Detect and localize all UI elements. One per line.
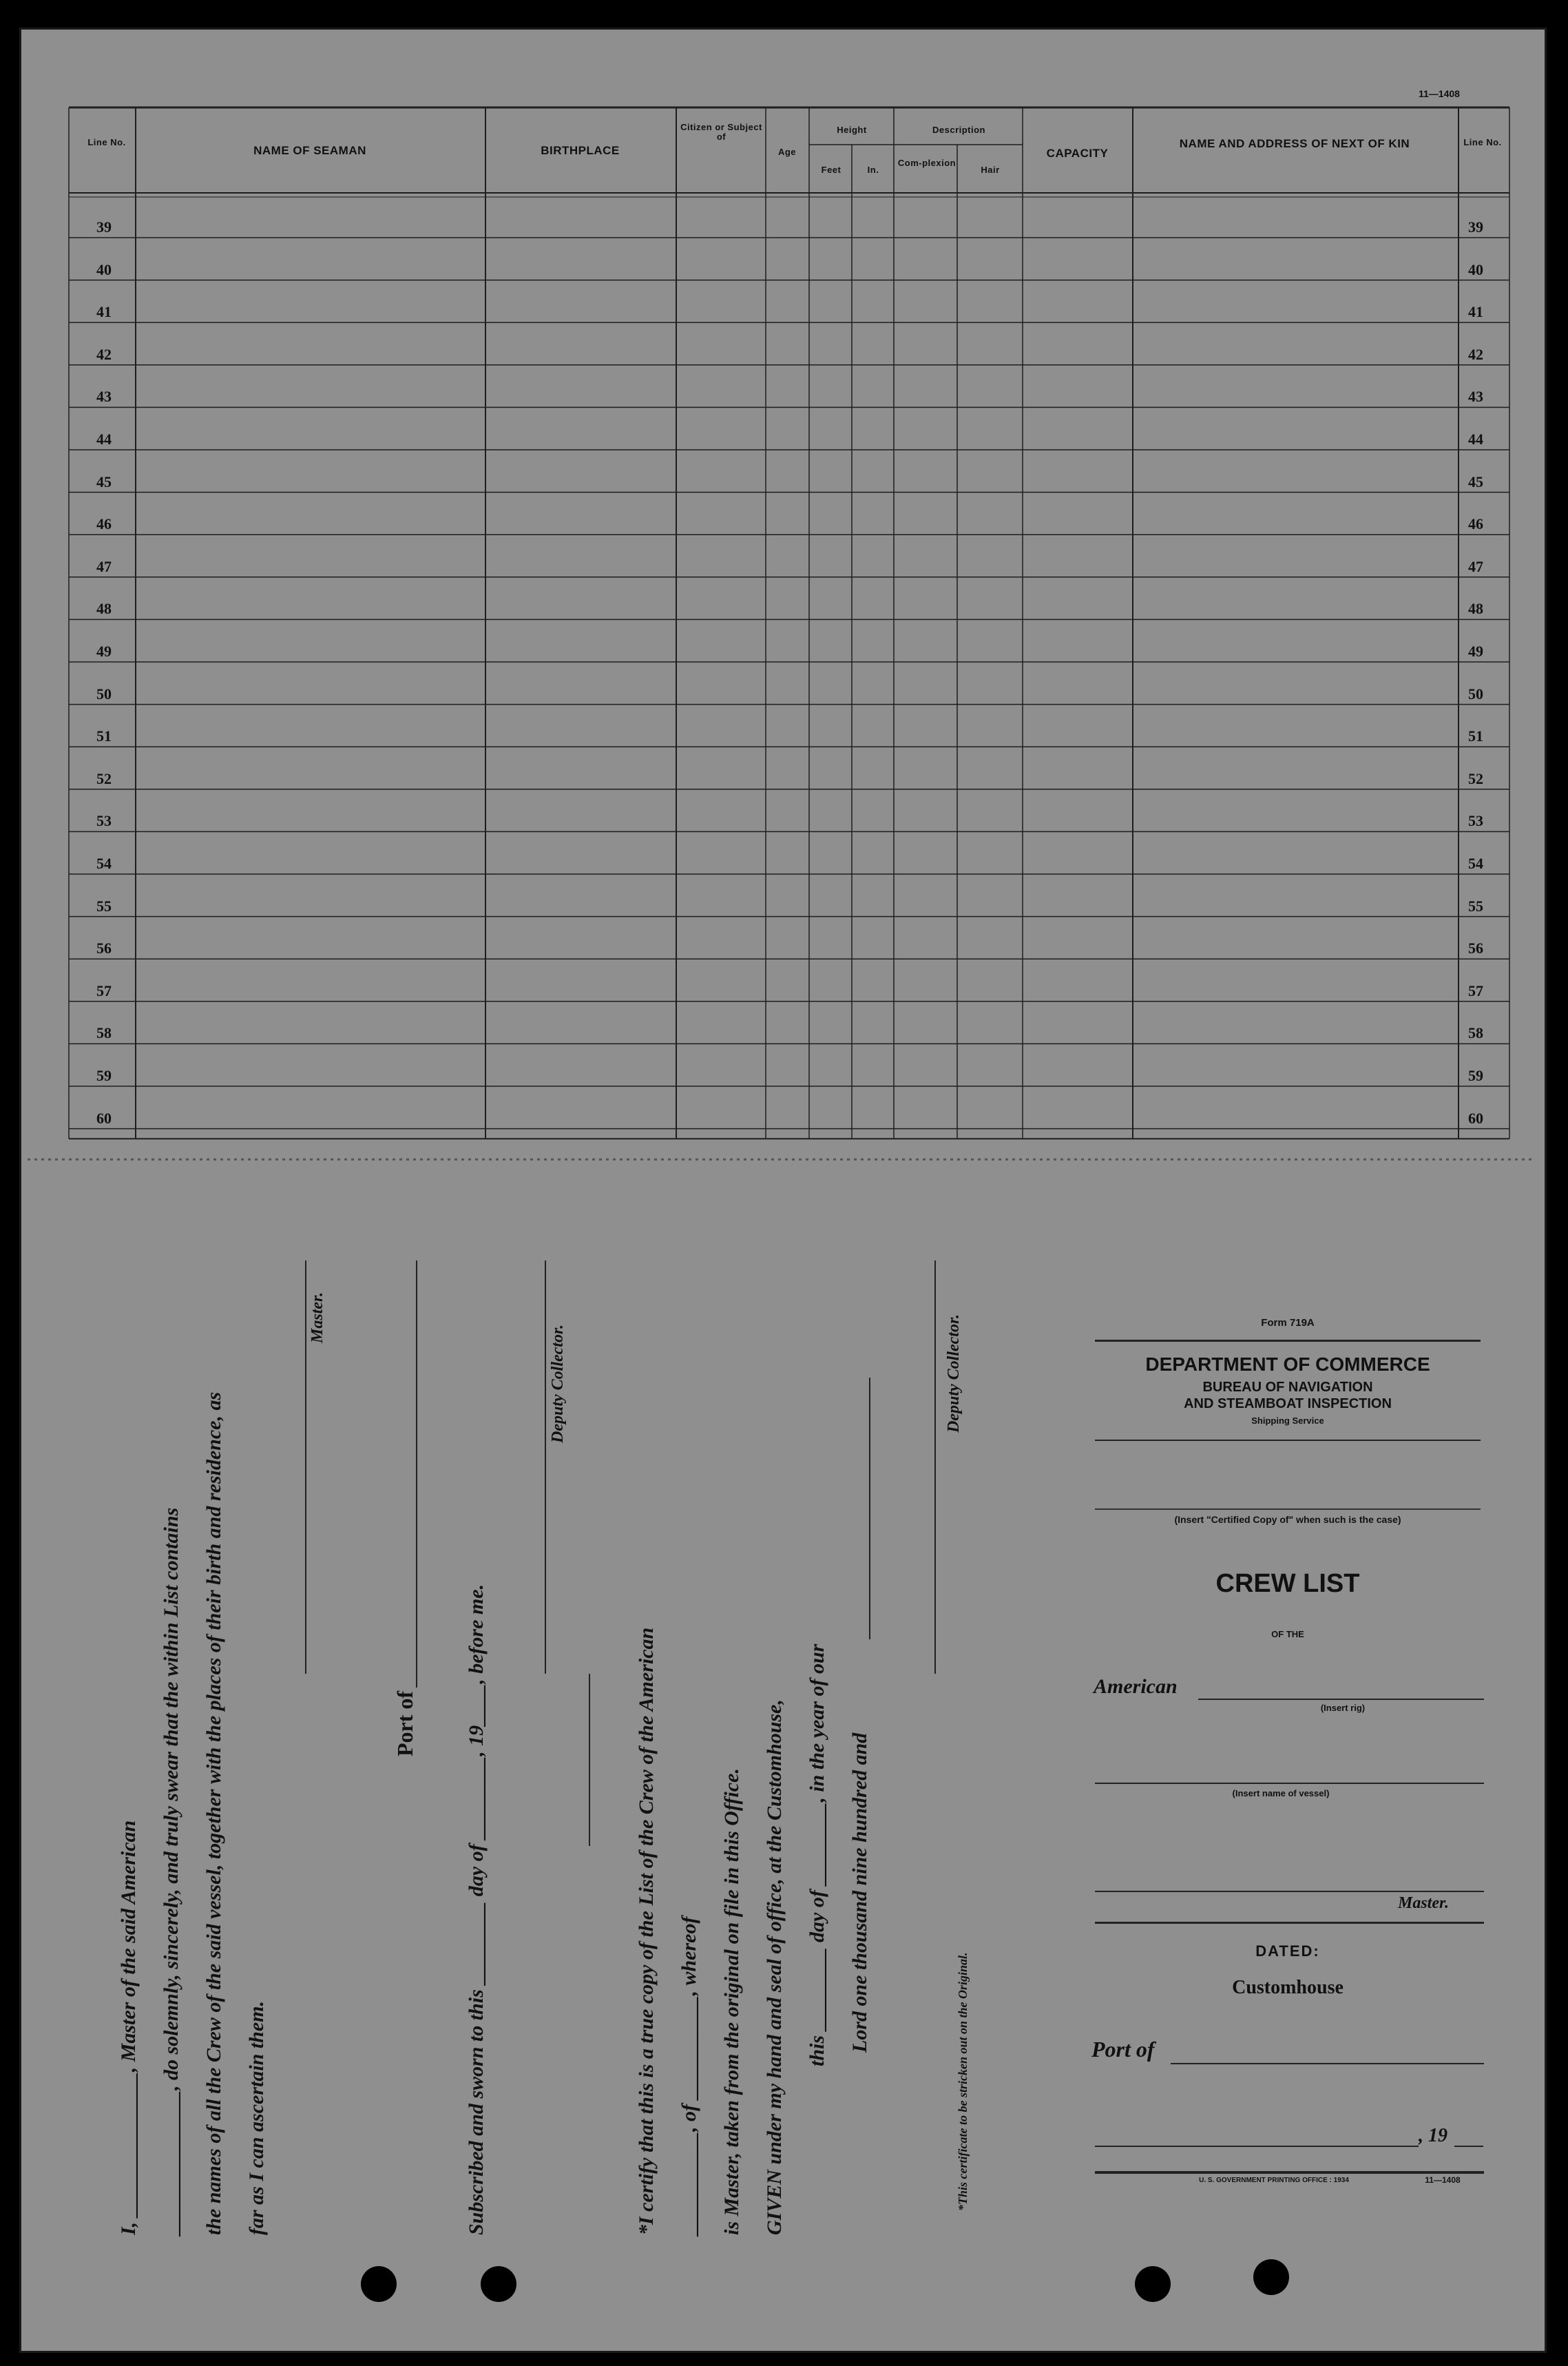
master-signature-label: Master. [309, 1291, 326, 1343]
header-name-of-seaman: NAME OF SEAMAN [253, 144, 366, 157]
back-bottom-rule [1095, 2171, 1484, 2174]
lord-nineteen-hundred: Lord one thousand nine hundred and [848, 1732, 871, 2053]
certify-copy: *I certify that this is a true copy of the List of the Crew of the American [635, 1627, 658, 2235]
header-height: Height [837, 125, 867, 135]
back-year: , 19 [1419, 2125, 1447, 2146]
row-number-right: 39 [1468, 218, 1483, 236]
master-signature-line [305, 1260, 306, 1674]
back-customhouse: Customhouse [1232, 1977, 1344, 1998]
row-number-left: 55 [96, 897, 112, 915]
header-hair: Hair [981, 165, 1000, 175]
oath-line-1: I, ______________, Master of the said American [117, 1820, 140, 2235]
row-number-left: 54 [96, 855, 112, 872]
row-number-right: 48 [1468, 600, 1483, 618]
row-number-left: 51 [96, 727, 112, 745]
year-line-back [1454, 2146, 1483, 2147]
row-number-left: 50 [96, 685, 112, 703]
row-number-left: 42 [96, 345, 112, 363]
back-rule-2 [1095, 1440, 1481, 1441]
row-number-right: 45 [1468, 473, 1483, 490]
header-complexion: Com-plexion [897, 158, 957, 168]
back-bureau-1: BUREAU OF NAVIGATION [1202, 1380, 1373, 1395]
header-citizen: Citizen or Subject of [680, 122, 762, 143]
row-number-right: 52 [1468, 769, 1483, 787]
row-number-right: 54 [1468, 855, 1483, 872]
row-number-right: 40 [1468, 260, 1483, 278]
header-description: Description [932, 125, 985, 135]
row-number-left: 44 [96, 430, 112, 448]
punch-hole [481, 2266, 516, 2302]
oath-line-2: ______________, do solemnly, sincerely, and truly swear that the within List contains [160, 1507, 182, 2235]
master-line-back [1095, 1891, 1484, 1892]
cert-copy-line [1095, 1508, 1481, 1510]
header-next-of-kin: NAME AND ADDRESS OF NEXT OF KIN [1179, 137, 1410, 150]
row-number-right: 53 [1468, 812, 1483, 830]
header-age: Age [777, 147, 797, 157]
back-form-number: Form 719A [1261, 1317, 1315, 1329]
row-number-right: 56 [1468, 940, 1483, 957]
row-number-left: 47 [96, 557, 112, 575]
header-birthplace: BIRTHPLACE [541, 144, 620, 157]
deputy-line-1 [545, 1260, 546, 1674]
row-number-left: 48 [96, 600, 112, 618]
row-number-left: 43 [96, 388, 112, 406]
back-top-rule [1095, 1340, 1481, 1342]
back-insert-vessel: (Insert name of vessel) [1232, 1788, 1330, 1798]
row-number-right: 51 [1468, 727, 1483, 745]
row-number-left: 58 [96, 1024, 112, 1042]
row-number-left: 60 [96, 1109, 112, 1127]
oath-line-4: far as I can ascertain them. [245, 2000, 268, 2235]
back-insert-rig: (Insert rig) [1320, 1703, 1366, 1713]
row-number-left: 53 [96, 812, 112, 830]
seal-line [589, 1674, 590, 1846]
back-master: Master. [1398, 1894, 1450, 1912]
back-title: CREW LIST [1215, 1569, 1360, 1598]
back-port-of: Port of [1091, 2037, 1155, 2062]
row-number-left: 40 [96, 260, 112, 278]
row-number-left: 45 [96, 473, 112, 490]
back-rule-3 [1095, 1922, 1484, 1924]
form-code-top: 11—1408 [1419, 88, 1460, 99]
row-number-left: 46 [96, 515, 112, 533]
vessel-line [1095, 1783, 1484, 1784]
back-printer: U. S. GOVERNMENT PRINTING OFFICE : 1934 [1199, 2177, 1349, 2184]
american-line [1198, 1699, 1484, 1700]
this-day-of: this ________ day of ________, in the year of our [806, 1643, 828, 2066]
date-line-back [1095, 2146, 1419, 2147]
back-form-code: 11—1408 [1425, 2175, 1461, 2185]
row-number-right: 59 [1468, 1067, 1483, 1084]
row-number-right: 41 [1468, 303, 1483, 321]
header-line-no-left: Line No. [87, 137, 126, 147]
back-service: Shipping Service [1251, 1415, 1324, 1426]
row-number-right: 57 [1468, 982, 1483, 999]
row-number-right: 60 [1468, 1109, 1483, 1127]
deputy-line-2 [934, 1260, 936, 1674]
row-number-right: 58 [1468, 1024, 1483, 1042]
master-taken: is Master, taken from the original on file in this Office. [720, 1768, 743, 2235]
row-number-right: 42 [1468, 345, 1483, 363]
back-american: American [1094, 1675, 1178, 1698]
row-number-left: 49 [96, 643, 112, 660]
row-number-left: 39 [96, 218, 112, 236]
row-number-left: 41 [96, 303, 112, 321]
header-capacity: CAPACITY [1046, 147, 1109, 160]
back-bureau-2: AND STEAMBOAT INSPECTION [1184, 1396, 1392, 1411]
back-department: DEPARTMENT OF COMMERCE [1145, 1353, 1430, 1375]
back-of-the: OF THE [1271, 1629, 1304, 1639]
subscribed-sworn: Subscribed and sworn to this ________ day of ________, 19____, before me. [465, 1584, 488, 2235]
header-feet: Feet [821, 165, 842, 175]
row-number-left: 56 [96, 940, 112, 957]
row-number-right: 43 [1468, 388, 1483, 406]
row-number-right: 55 [1468, 897, 1483, 915]
row-number-right: 44 [1468, 430, 1483, 448]
header-line-no-right: Line No. [1463, 137, 1502, 147]
header-inches: In. [867, 165, 879, 175]
row-number-left: 52 [96, 769, 112, 787]
back-insert-cert: (Insert "Certified Copy of" when such is the case) [1174, 1514, 1401, 1525]
punch-hole [1135, 2266, 1171, 2302]
given-under-hand: GIVEN under my hand and seal of office, at the Customhouse, [763, 1699, 786, 2235]
row-number-right: 49 [1468, 643, 1483, 660]
punch-hole [361, 2266, 397, 2302]
row-number-right: 47 [1468, 557, 1483, 575]
port-of-line [416, 1260, 417, 1688]
back-dated: DATED: [1255, 1942, 1320, 1960]
deputy-collector-1: Deputy Collector. [549, 1325, 567, 1443]
port-of-label: Port of [393, 1690, 417, 1756]
year-line [869, 1378, 870, 1639]
row-number-right: 50 [1468, 685, 1483, 703]
of-whereof: __________, of __________, whereof [678, 1916, 700, 2235]
deputy-collector-2: Deputy Collector. [945, 1314, 963, 1433]
certificate-footnote: *This certificate to be stricken out on the Original. [956, 1952, 970, 2211]
row-number-right: 46 [1468, 515, 1483, 533]
punch-hole [1253, 2259, 1289, 2295]
crew-table-grid [0, 0, 1568, 1171]
row-number-left: 59 [96, 1067, 112, 1084]
port-of-line-back [1171, 2063, 1484, 2064]
oath-line-3: the names of all the Crew of the said vessel, together with the places of their birth and residence, as [202, 1391, 225, 2235]
row-number-left: 57 [96, 982, 112, 999]
